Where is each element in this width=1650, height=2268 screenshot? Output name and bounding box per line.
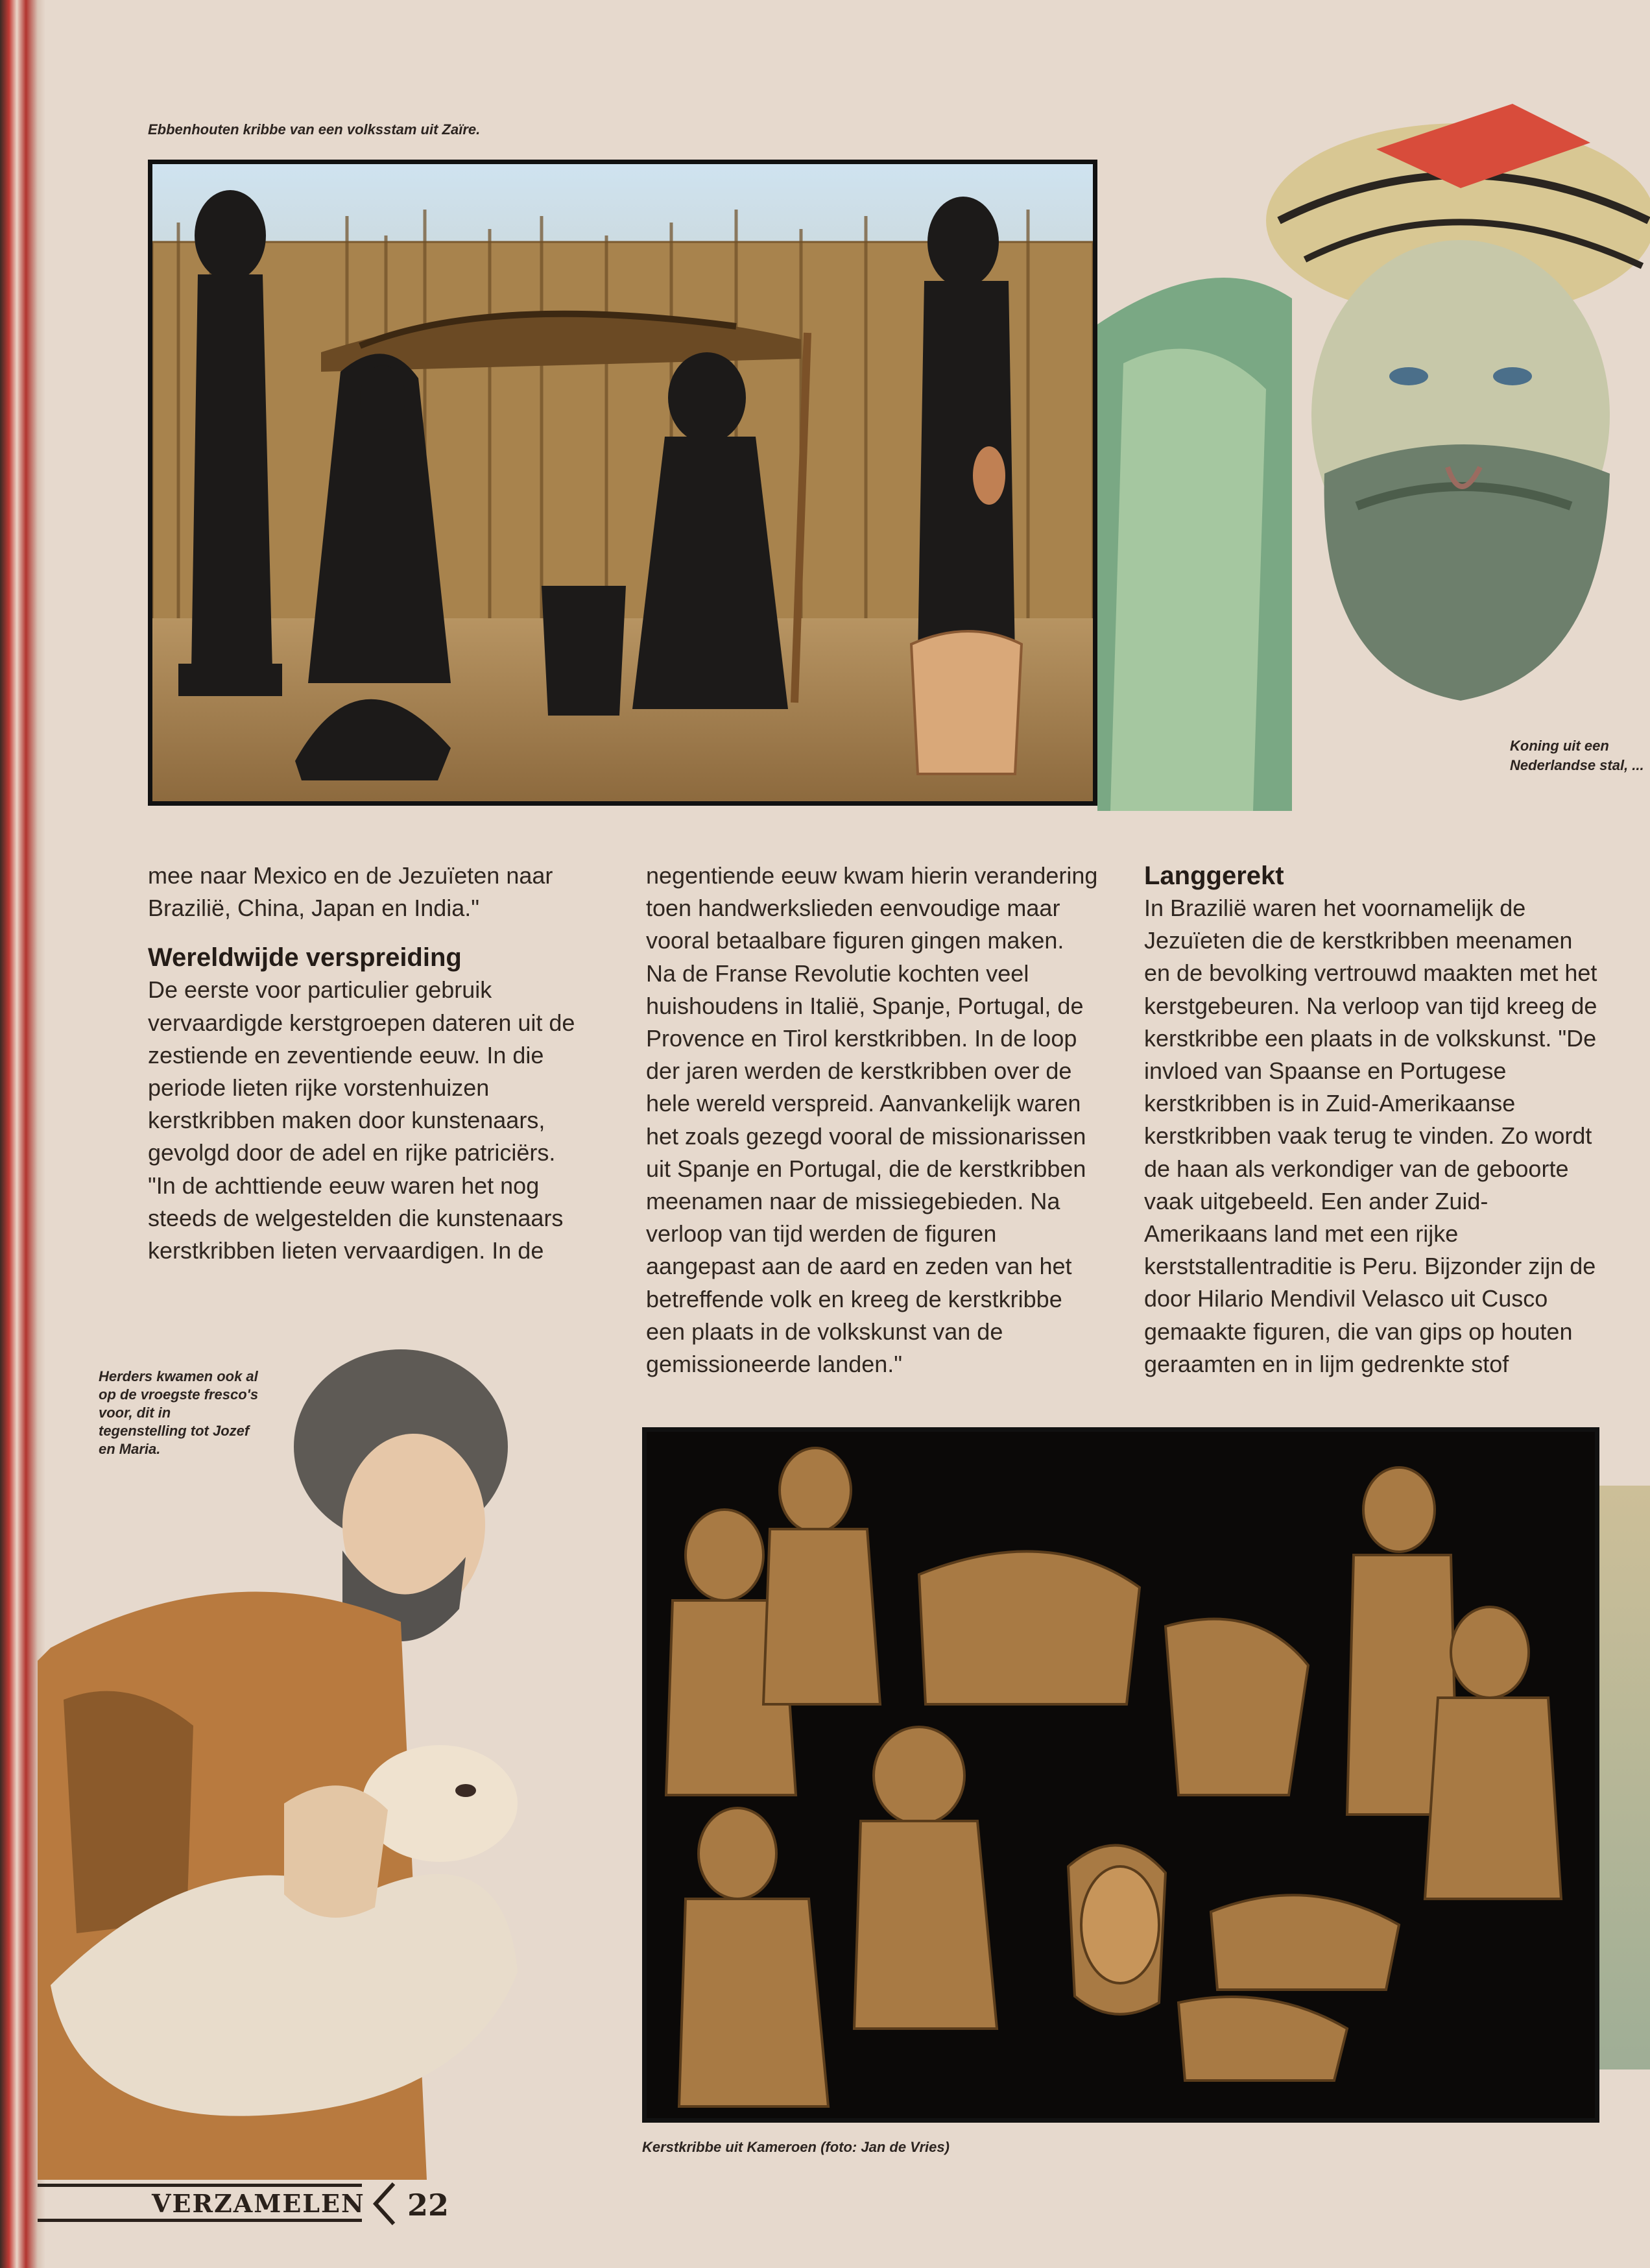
page-number: 22 xyxy=(407,2188,449,2223)
photo-shepherd-with-lamb xyxy=(38,1336,531,2180)
photo-ebony-nativity-zaire xyxy=(148,160,1097,806)
photo-kameroen-nativity xyxy=(642,1427,1599,2123)
ebony-nativity-illustration xyxy=(152,164,1093,801)
article-column-3 xyxy=(1144,860,1598,1381)
caption-shepherd: Herders kwamen ook al op de vroegste fresco's voor, dit in tegenstelling tot Jozef en Maria. xyxy=(99,1368,259,1457)
heading-langgerekt: Langgerekt xyxy=(1144,862,1284,890)
king-head-illustration xyxy=(1097,52,1650,811)
caption-king-line2: Nederlandse stal, ... xyxy=(1510,757,1644,773)
caption-kameroen: Kerstkribbe uit Kameroen (foto: Jan de Vries) xyxy=(642,2139,950,2155)
caption-king-line1: Koning uit een xyxy=(1510,738,1609,754)
footer-rule-bottom xyxy=(38,2219,362,2222)
kameroen-nativity-illustration xyxy=(647,1432,1595,2118)
column-1-body: De eerste voor particulier gebruik vervaardigde kerstgroepen dateren uit de zestiende en zeventiende eeuw. In die periode lieten rijke vorstenhuizen kerstkribben maken door kunstenaars, gevolgd door de adel en rijke patriciërs. "In de achttiende eeuw waren het nog steeds de welgestelden die kunstenaars kerstkribben lieten vervaardigen. In de xyxy=(148,976,575,1264)
footer-section-label: VERZAMELEN xyxy=(152,2189,365,2218)
column-1-intro: mee naar Mexico en de Jezuïeten naar Brazilië, China, Japan en India." xyxy=(148,862,553,922)
footer-rule-top xyxy=(38,2184,362,2187)
column-3-body: In Brazilië waren het voornamelijk de Jezuïeten die de kerstkribben meenamen en de bevolking vertrouwd maakten met het kerstgebeuren. Na verloop van tijd kreeg de kerstkribbe een plaats in de volkskunst. "De invloed van Spaanse en Portugese kerstkribben is in Zuid-Amerikaanse kerstkribben vaak terug te vinden. Zo wordt de haan als verkondiger van de geboorte vaak uitgebeeld. Een ander Zuid-Amerikaans land met een rijke kerststallentraditie is Peru. Bijzonder zijn de door Hilario Mendivil Velasco uit Cusco gemaakte figuren, die van gips op houten geraamten en in lijm gedrenkte stof xyxy=(1144,895,1597,1377)
photo-edge-sliver xyxy=(1599,1486,1650,2069)
article-column-1 xyxy=(148,860,589,1267)
article-column-2 xyxy=(646,860,1100,1381)
column-2-body: negentiende eeuw kwam hierin verandering toen handwerkslieden eenvoudige maar vooral betaalbare figuren gingen maken. Na de Franse Revolutie kochten veel huishoudens in Italië, Spanje, Portugal, de Provence en Tirol kerstkribben. In de loop der jaren werden de kerstkribben over de hele wereld verspreid. Aanvankelijk waren het zoals gezegd vooral de missionarissen uit Spanje en Portugal, die de kerstkribben meenamen naar de missiegebieden. Na verloop van tijd werden de figuren aangepast aan de aard en zeden van het betreffende volk en kreeg de kerstkribbe een plaats in de volkskunst van de gemissioneerde landen." xyxy=(646,862,1098,1378)
caption-zaire: Ebbenhouten kribbe van een volksstam uit Zaïre. xyxy=(148,121,481,138)
chevron-left-icon xyxy=(372,2182,398,2225)
page-footer xyxy=(38,2181,449,2226)
shepherd-illustration xyxy=(38,1336,531,2180)
heading-wereldwijde-verspreiding: Wereldwijde verspreiding xyxy=(148,943,462,972)
photo-king-figure xyxy=(1097,52,1650,811)
